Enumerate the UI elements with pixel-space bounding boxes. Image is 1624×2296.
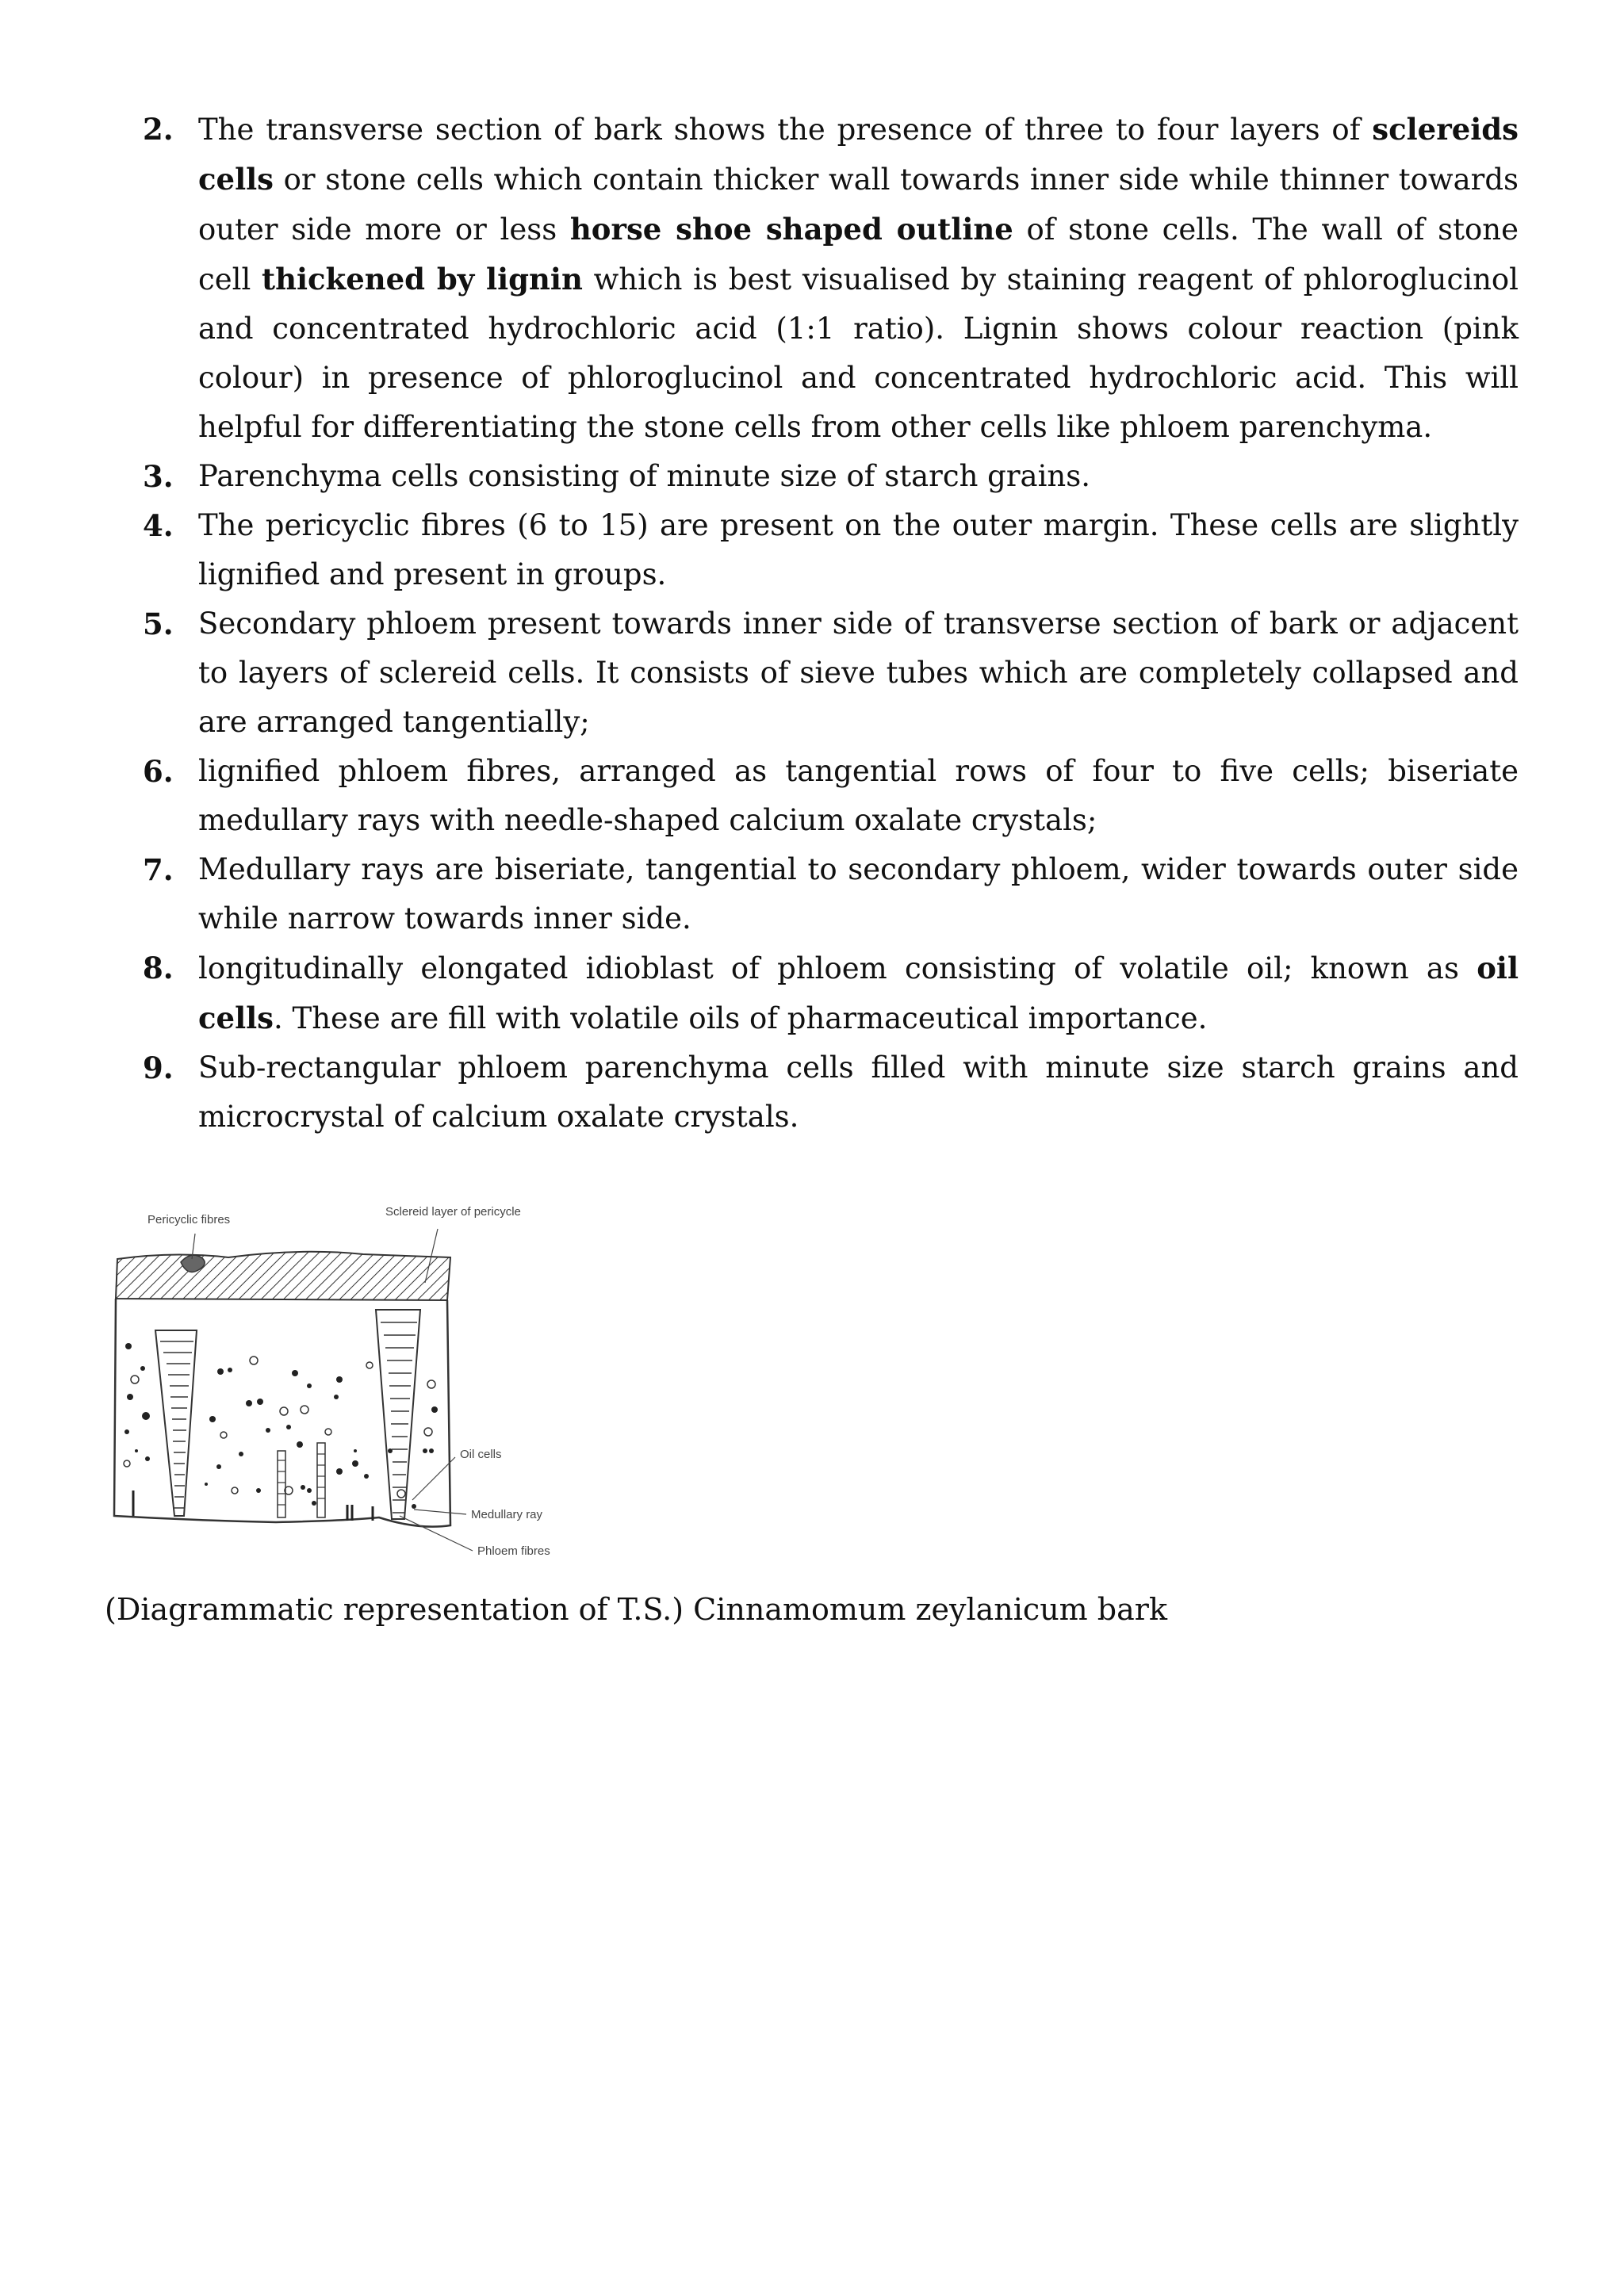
list-item-number: 2. [143,112,174,147]
list-item [143,599,1519,747]
list-item-text [198,501,1519,599]
text-run: which is best visualised by staining reagent of phloroglucinol and concentrated hydrochloric acid (1:1 ratio). Lignin shows colour reaction (pink colour) in presence of phloroglucinol and concentrated hydrochloric acid. This will helpful for differentiating the stone cells from other cells like phloem parenchyma. [198,262,1519,444]
text-run: The pericyclic fibres (6 to 15) are present on the outer margin. These cells are slightly lignified and present in groups. [198,508,1519,591]
bold-term: thickened by lignin [261,262,583,297]
list-item-number: 4. [143,508,174,543]
text-run: or stone cells which contain thicker wall towards inner side while thinner towards outer side more or less [198,163,1519,247]
label-sclereid-layer: Sclereid layer of pericycle [385,1205,521,1219]
list-item-text [198,845,1519,943]
list-item-text [198,105,1519,452]
figure-caption: (Diagrammatic representation of T.S.) Cinnamomum zeylanicum bark [105,1592,1167,1627]
bold-term: horse shoe shaped outline [569,212,1013,247]
bold-term: oil cells [198,951,1519,1035]
list-item-number: 6. [143,754,174,789]
list-item [143,452,1519,501]
list-item [143,501,1519,599]
list-item-text [198,599,1519,747]
label-phloem-fibres: Phloem fibres [477,1544,550,1558]
text-run: . These are fill with volatile oils of pharmaceutical importance. [274,1001,1208,1035]
text-run: longitudinally elongated idioblast of phloem consisting of volatile oil; known as [198,951,1477,985]
list-item [143,105,1519,452]
text-run: Secondary phloem present towards inner side of transverse section of bark or adjacent to layers of sclereid cells. It consists of sieve tubes which are completely collapsed and are arranged tangentially; [198,607,1519,739]
list-item [143,845,1519,943]
label-pericyclic-fibres: Pericyclic fibres [147,1213,231,1226]
text-run: of stone cells. The wall of stone cell [198,212,1519,297]
list-item-text [198,747,1519,845]
text-run: The transverse section of bark shows the presence of three to four layers of [198,113,1373,147]
list-item-number: 3. [143,459,174,494]
list-item-text [198,943,1519,1043]
bark-diagram [102,1189,593,1578]
label-oil-cells: Oil cells [460,1448,502,1461]
list-item-number: 5. [143,607,174,641]
bold-term: sclereids cells [198,112,1519,197]
label-medullary-ray: Medullary ray [471,1508,543,1521]
text-run: Sub-rectangular phloem parenchyma cells filled with minute size starch grains and microcrystal of calcium oxalate crystals. [198,1050,1519,1134]
list-item-number: 7. [143,852,174,887]
list-item-text [198,1043,1519,1142]
text-run: Parenchyma cells consisting of minute size of starch grains. [198,459,1091,493]
numbered-list [143,105,1519,1142]
list-item-text [198,452,1519,501]
list-item-number: 8. [143,951,174,985]
list-item [143,943,1519,1043]
text-run: lignified phloem fibres, arranged as tangential rows of four to five cells; biseriate medullary rays with needle-shaped calcium oxalate crystals; [198,754,1519,837]
list-item-number: 9. [143,1050,174,1085]
text-run: Medullary rays are biseriate, tangential to secondary phloem, wider towards outer side while narrow towards inner side. [198,852,1519,936]
list-item [143,1043,1519,1142]
list-item [143,747,1519,845]
